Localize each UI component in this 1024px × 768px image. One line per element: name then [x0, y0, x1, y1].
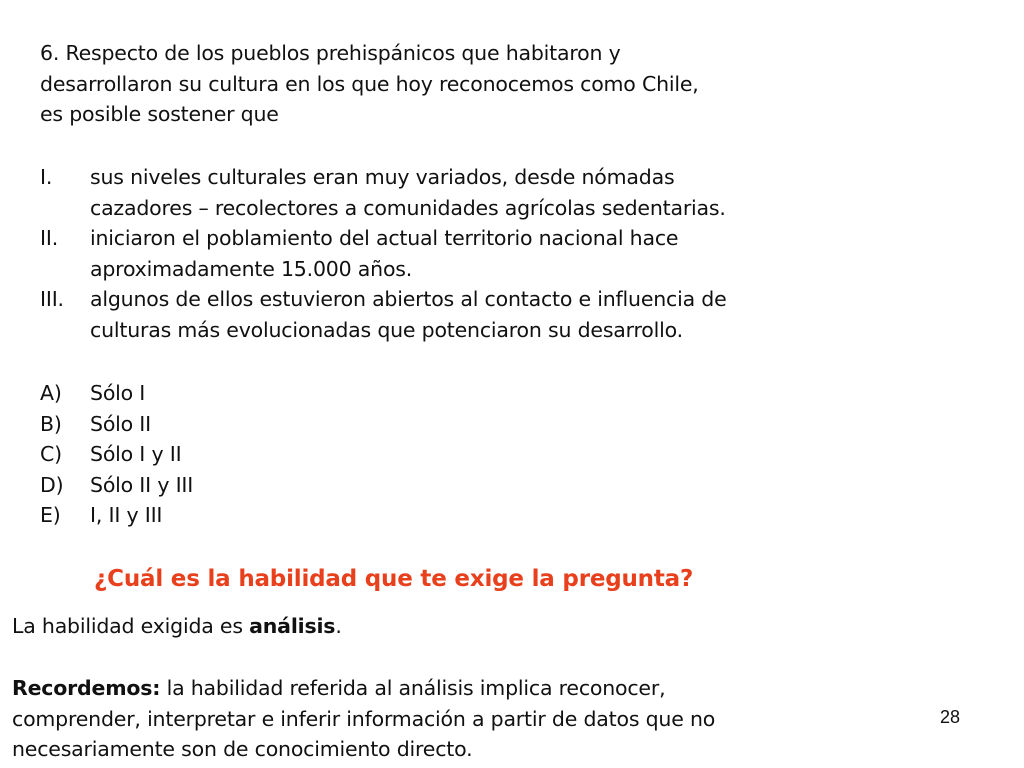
- option-letter: C): [40, 442, 62, 466]
- question-line: es posible sostener que: [40, 102, 279, 126]
- statement-line: aproximadamente 15.000 años.: [90, 256, 413, 281]
- statement-text: [90, 223, 940, 284]
- reminder-line: comprender, interpretar e inferir información a partir de datos que no: [12, 706, 716, 731]
- statement-line: algunos de ellos estuvieron abiertos al contacto e influencia de: [90, 287, 727, 311]
- option-text: Sólo I: [90, 381, 146, 405]
- option-letter: A): [40, 381, 62, 405]
- reminder-paragraph: [12, 673, 912, 765]
- statement-line: cazadores – recolectores a comunidades agrícolas sedentarias.: [90, 195, 726, 220]
- statement-numeral: III.: [40, 287, 64, 311]
- skill-answer: [12, 611, 342, 642]
- option-text: Sólo II: [90, 411, 152, 436]
- answer-prefix: La habilidad exigida es: [12, 614, 250, 638]
- reminder-line: necesariamente son de conocimiento directo.: [12, 737, 473, 761]
- option-letter: D): [40, 472, 64, 497]
- answer-emphasis: análisis: [249, 614, 336, 638]
- statement-line: culturas más evolucionadas que potenciaron su desarrollo.: [90, 317, 683, 342]
- option-text: Sólo I y II: [90, 442, 182, 466]
- skill-prompt-heading: ¿Cuál es la habilidad que te exige la pregunta?: [94, 566, 694, 592]
- option-c: [40, 439, 640, 470]
- answer-suffix: .: [335, 614, 342, 638]
- statement-text: [90, 162, 940, 223]
- statement-2: [40, 223, 940, 284]
- statement-list: [40, 162, 940, 345]
- page-number: 28: [940, 707, 961, 727]
- statement-line: iniciaron el poblamiento del actual territorio nacional hace: [90, 226, 679, 250]
- option-e: [40, 500, 640, 531]
- statement-1: [40, 162, 940, 223]
- statement-3: [40, 284, 940, 345]
- option-b: [40, 409, 640, 440]
- statement-line: sus niveles culturales eran muy variados, desde nómadas: [90, 165, 675, 189]
- answer-options: [40, 378, 640, 531]
- statement-numeral: I.: [40, 165, 53, 189]
- option-letter: E): [40, 503, 61, 527]
- option-text: I, II y III: [90, 503, 163, 527]
- reminder-label: Recordemos:: [12, 676, 161, 700]
- statement-text: [90, 284, 940, 345]
- question-line: 6. Respecto de los pueblos prehispánicos que habitaron y: [40, 41, 621, 65]
- reminder-line: [12, 673, 912, 704]
- option-letter: B): [40, 411, 62, 436]
- reminder-text: la habilidad referida al análisis implica reconocer,: [160, 676, 666, 700]
- statement-numeral: II.: [40, 226, 59, 250]
- option-d: [40, 470, 640, 501]
- option-a: [40, 378, 640, 409]
- question-stem: [40, 38, 940, 130]
- option-text: Sólo II y III: [90, 472, 194, 497]
- question-line: desarrollaron su cultura en los que hoy reconocemos como Chile,: [40, 71, 699, 96]
